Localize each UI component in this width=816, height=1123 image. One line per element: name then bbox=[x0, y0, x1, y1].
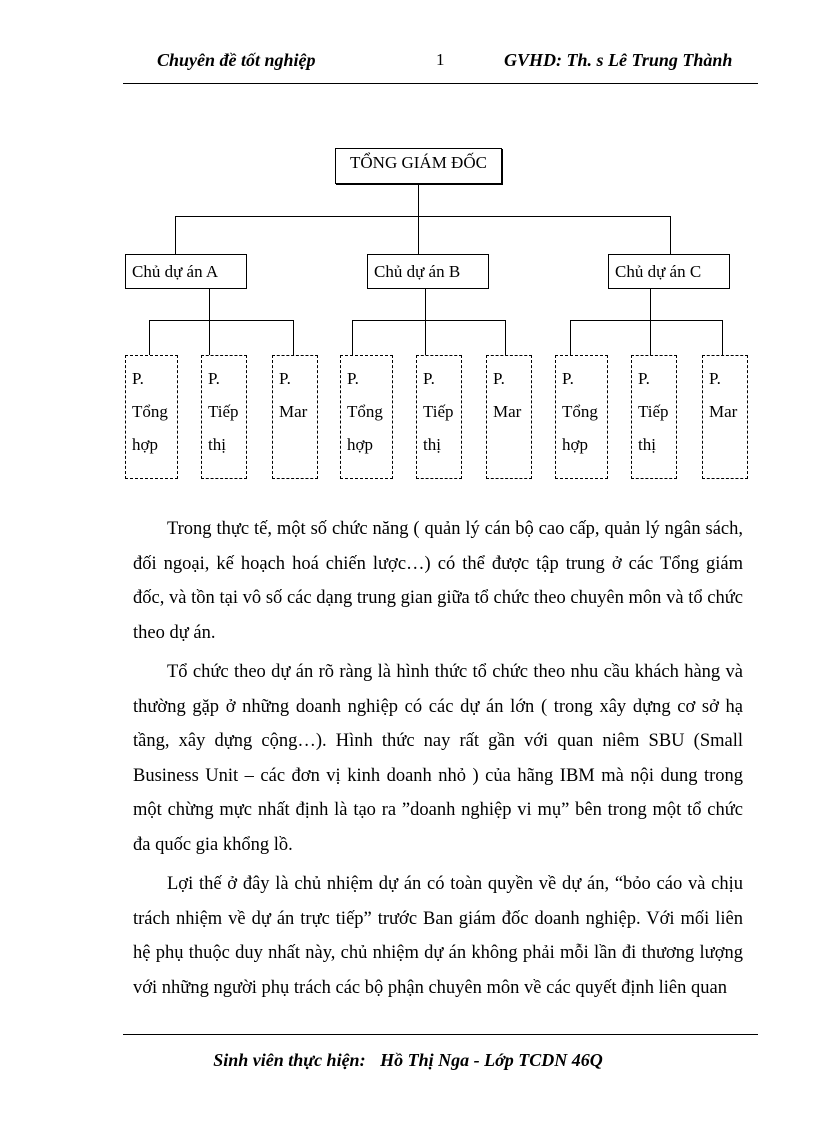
footer-label: Sinh viên thực hiện: bbox=[213, 1050, 366, 1070]
dept-box-tiep-thi: P. Tiếp thị bbox=[416, 355, 462, 479]
paragraph: Tổ chức theo dự án rõ ràng là hình thức tổ chức theo nhu cầu khách hàng và thường gặp ở những doanh nghiệp có các dự án lớn ( trong xây dựng cơ sở hạ tầng, xây dựng cộng…). Hình thức nay rất gần với quan niêm SBU (Small Business Unit – các đơn vị kinh doanh nhỏ ) của hãng IBM mà nội dung trong một chừng mực nhất định là tạo ra ”doanh nghiệp vi mụ” bên trong một tổ chức đa quốc gia khổng lồ. bbox=[133, 662, 743, 855]
footer bbox=[0, 1050, 816, 1071]
connector bbox=[505, 320, 506, 355]
dept-box-mar: P. Mar bbox=[486, 355, 532, 479]
connector bbox=[149, 320, 150, 355]
connector bbox=[352, 320, 353, 355]
connector bbox=[418, 185, 419, 216]
connector bbox=[570, 320, 571, 355]
connector bbox=[670, 216, 671, 254]
body-text bbox=[133, 512, 743, 1010]
page-number: 1 bbox=[436, 50, 445, 69]
connector bbox=[175, 216, 176, 254]
connector bbox=[293, 320, 294, 355]
connector bbox=[175, 216, 671, 217]
dept-box-tiep-thi: P. Tiếp thị bbox=[631, 355, 677, 479]
connector bbox=[650, 320, 651, 355]
connector bbox=[418, 216, 419, 254]
dept-box-tong-hop: P. Tổng hợp bbox=[555, 355, 608, 479]
header-rule bbox=[123, 83, 758, 84]
dept-box-tong-hop: P. Tổng hợp bbox=[125, 355, 178, 479]
header-advisor: GVHD: Th. s Lê Trung Thành bbox=[504, 50, 733, 70]
connector bbox=[425, 289, 426, 320]
connector bbox=[209, 320, 210, 355]
footer-rule bbox=[123, 1034, 758, 1035]
paragraph: Trong thực tế, một số chức năng ( quản lý cán bộ cao cấp, quản lý ngân sách, đối ngoại, kế hoạch hoá chiến lược…) có thể được tập trung ở các Tổng giám đốc, và tồn tại vô số các dạng trung gian giữa tổ chức theo chuyên môn và tổ chức theo dự án. bbox=[133, 519, 743, 643]
connector bbox=[425, 320, 426, 355]
connector bbox=[209, 289, 210, 320]
paragraph: Lợi thế ở đây là chủ nhiệm dự án có toàn quyền về dự án, “bỏo cáo và chịu trách nhiệm về dự án trực tiếp” trước Ban giám đốc doanh nghiệp. Với mối liên hệ phụ thuộc duy nhất này, chủ nhiệm dự án không phải mỗi lần đi thương lượng với những người phụ trách các bộ phận chuyên môn về các quyết định liên quan bbox=[133, 874, 743, 998]
dept-box-mar: P. Mar bbox=[272, 355, 318, 479]
project-box-b: Chủ dự án B bbox=[367, 254, 489, 289]
dept-box-tiep-thi: P. Tiếp thị bbox=[201, 355, 247, 479]
org-root-box: TỔNG GIÁM ĐỐC bbox=[335, 148, 502, 184]
project-box-c: Chủ dự án C bbox=[608, 254, 730, 289]
connector bbox=[570, 320, 723, 321]
connector bbox=[650, 289, 651, 320]
connector bbox=[352, 320, 506, 321]
header-title: Chuyên đề tốt nghiệp bbox=[157, 50, 316, 70]
connector bbox=[722, 320, 723, 355]
footer-author: Hồ Thị Nga - Lớp TCDN 46Q bbox=[380, 1050, 603, 1070]
project-box-a: Chủ dự án A bbox=[125, 254, 247, 289]
dept-box-mar: P. Mar bbox=[702, 355, 748, 479]
connector bbox=[149, 320, 294, 321]
dept-box-tong-hop: P. Tổng hợp bbox=[340, 355, 393, 479]
